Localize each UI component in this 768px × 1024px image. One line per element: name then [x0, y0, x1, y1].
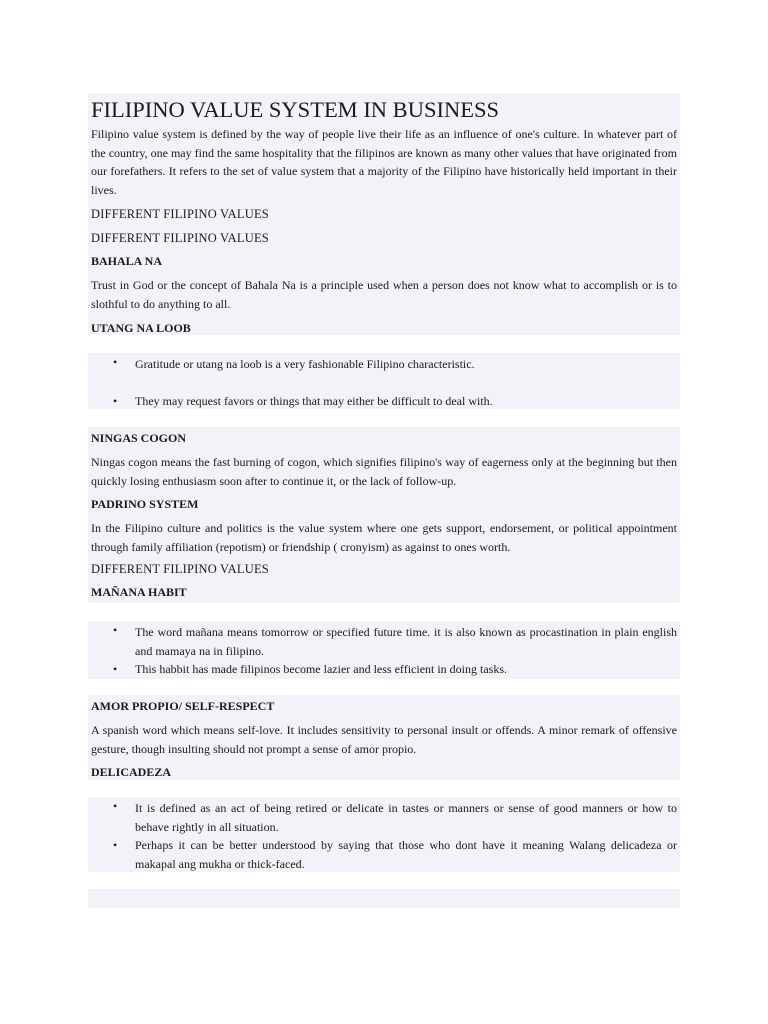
heading-padrino-system: PADRINO SYSTEM — [91, 497, 199, 512]
list-item: • The word mañana means tomorrow or specified future time. it is also known as procastination in plain english and mamaya na in filipino. — [113, 623, 677, 658]
amor-propio-text: A spanish word which means self-love. It includes sensitivity to personal insult or offends. A minor remark of offensive gesture, though insulting should not prompt a sense of amor propio. — [91, 723, 677, 756]
subheading-different-values-1: DIFFERENT FILIPINO VALUES — [91, 207, 269, 222]
subheading-different-values-2: DIFFERENT FILIPINO VALUES — [91, 231, 269, 246]
bullet-icon: • — [113, 355, 118, 369]
bullet-icon: • — [113, 799, 118, 813]
heading-utang-na-loob: UTANG NA LOOB — [91, 320, 191, 335]
empty-band — [88, 889, 680, 908]
page-title: FILIPINO VALUE SYSTEM IN BUSINESS — [91, 97, 499, 122]
heading-manana-habit: MAÑANA HABIT — [91, 585, 187, 600]
ningas-cogon-text: Ningas cogon means the fast burning of cogon, which signifies filipino's way of eagerness only at the beginning but then quickly losing enthusiasm soon after to continue it, or the lack of follow-up. — [91, 455, 677, 488]
section-manana-bullets — [88, 621, 680, 679]
heading-bahala-na: BAHALA NA — [91, 254, 163, 269]
manana-habit-list — [91, 621, 677, 679]
delicadeza-list — [91, 797, 677, 873]
subheading-different-values-3: DIFFERENT FILIPINO VALUES — [91, 562, 269, 577]
bahala-na-text: Trust in God or the concept of Bahala Na is a principle used when a person does not know what to accomplish or is to slothful to do anything to all. — [91, 278, 677, 311]
padrino-system-text: In the Filipino culture and politics is the value system where one gets support, endorsement, or political appointment through family affiliation (repotism) or friendship ( cronyism) as against to ones worth. — [91, 521, 677, 554]
section-intro — [88, 93, 680, 335]
list-item: • They may request favors or things that may either be difficult to deal with. — [91, 392, 677, 411]
section-utang-bullets — [88, 353, 680, 409]
heading-amor-propio: AMOR PROPIO/ SELF-RESPECT — [91, 699, 275, 713]
intro-paragraph: Filipino value system is defined by the way of people live their life as an influence of one's culture. In whatever part of the country, one may find the same hospitality that the filipinos are known as many other values that have originated from our forefathers. It refers to the set of value system that a majority of the Filipino have historically held important in their lives. — [91, 127, 677, 197]
section-middle — [88, 427, 680, 603]
utang-na-loob-list — [91, 353, 677, 410]
section-delicadeza-bullets — [88, 797, 680, 872]
bullet-icon: • — [113, 838, 118, 853]
bullet-icon: • — [113, 393, 118, 408]
list-item: • It is defined as an act of being retired or delicate in tastes or manners or sense of good manners or how to behave rightly in all situation. — [113, 799, 677, 834]
section-amor-propio — [88, 695, 680, 780]
heading-delicadeza: DELICADEZA — [91, 765, 172, 780]
bullet-icon: • — [113, 623, 118, 637]
list-item: • This habbit has made filipinos become lazier and less efficient in doing tasks. — [91, 660, 677, 679]
list-item: • Perhaps it can be better understood by saying that those who dont have it meaning Walang delicadeza or makapal ang mukha or thick-faced. — [113, 838, 677, 871]
heading-ningas-cogon: NINGAS COGON — [91, 431, 187, 445]
bullet-icon: • — [113, 662, 118, 677]
list-item: • Gratitude or utang na loob is a very fashionable Filipino characteristic. — [113, 355, 475, 371]
